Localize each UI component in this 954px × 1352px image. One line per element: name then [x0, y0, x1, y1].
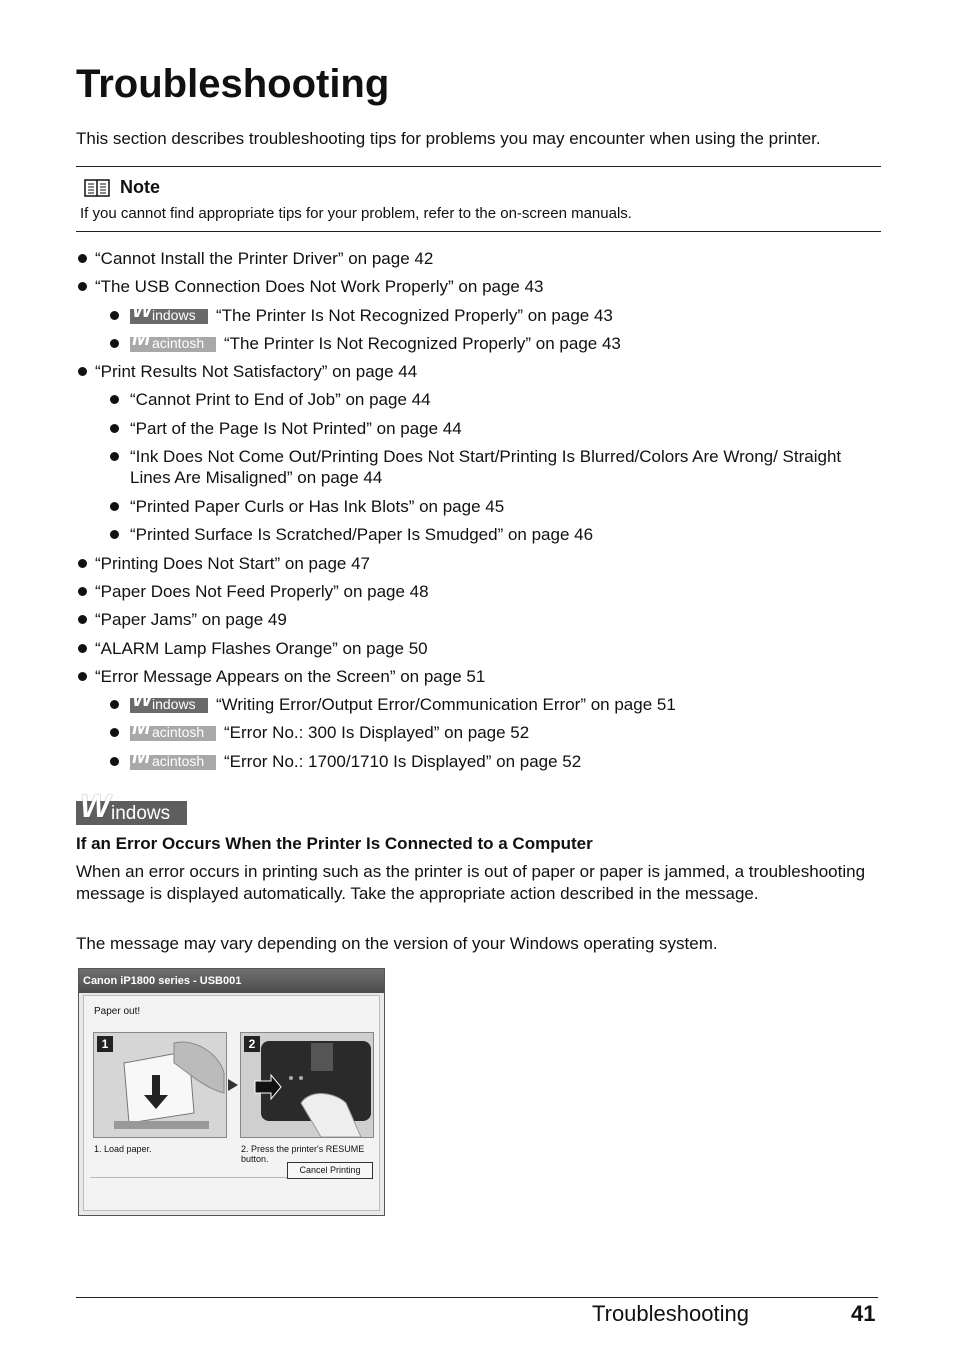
toc-item	[76, 609, 876, 630]
step1-illustration	[93, 1032, 227, 1138]
macintosh-badge: M acintosh	[130, 751, 216, 770]
arrow-right-icon	[228, 1079, 238, 1091]
toc-item-text: “Cannot Install the Printer Driver” on page 42	[95, 249, 434, 268]
toc-item	[76, 638, 876, 659]
toc-item	[76, 581, 876, 602]
toc-item-text: “Part of the Page Is Not Printed” on page 44	[130, 418, 462, 438]
toc-item-text: “Ink Does Not Come Out/Printing Does Not Start/Printing Is Blurred/Colors Are Wrong/ Straight Lines Are Misaligned” on page 44	[130, 447, 842, 488]
toc-item	[76, 276, 876, 297]
toc-item	[76, 714, 876, 743]
toc-item	[76, 389, 876, 410]
bullet-icon	[110, 728, 119, 737]
toc-item	[76, 361, 876, 382]
bullet-icon	[110, 424, 119, 433]
press-resume-illustration	[241, 1033, 373, 1137]
note-box	[76, 166, 881, 232]
section-paragraph-2: The message may vary depending on the version of your Windows operating system.	[76, 934, 718, 953]
toc-item-text: “The Printer Is Not Recognized Properly” on page 43	[224, 333, 621, 353]
toc-item-text: “The USB Connection Does Not Work Properly” on page 43	[95, 277, 544, 297]
bullet-icon	[110, 757, 119, 766]
toc-item	[76, 418, 876, 439]
dialog-message: Paper out!	[94, 1006, 141, 1017]
note-heading	[84, 177, 160, 198]
toc-item	[76, 524, 876, 545]
toc-item	[76, 666, 876, 687]
step2-caption: 2. Press the printer's RESUME button.	[241, 1144, 365, 1164]
toc-item	[76, 248, 876, 269]
page-number: 41	[851, 1301, 876, 1326]
windows-badge-large: W indows	[76, 791, 187, 825]
toc-item-text: “Printing Does Not Start” on page 47	[95, 553, 370, 573]
bullet-icon	[110, 452, 119, 461]
step1-caption: 1. Load paper.	[94, 1144, 152, 1154]
toc-item	[76, 553, 876, 574]
bullet-icon	[110, 700, 119, 709]
toc-item-text: “Printed Surface Is Scratched/Paper Is Smudged” on page 46	[130, 525, 594, 545]
footer-rule	[76, 1297, 878, 1298]
toc-item-text: “Error No.: 1700/1710 Is Displayed” on page 52	[224, 751, 582, 771]
page-title: Troubleshooting	[76, 62, 390, 106]
load-paper-illustration	[94, 1033, 226, 1137]
step2-number: 2	[244, 1036, 260, 1052]
bullet-icon	[78, 254, 87, 263]
error-dialog-screenshot	[78, 968, 385, 1216]
intro-text: This section describes troubleshooting tips for problems you may encounter when using the printer.	[76, 129, 821, 148]
toc-item-text: “Printed Paper Curls or Has Ink Blots” on page 45	[130, 497, 505, 517]
bullet-icon	[78, 559, 87, 568]
toc-item-text: “The Printer Is Not Recognized Properly” on page 43	[216, 305, 613, 325]
bullet-icon	[110, 502, 119, 511]
macintosh-badge: M acintosh	[130, 333, 216, 352]
bullet-icon	[110, 311, 119, 320]
book-icon	[84, 179, 110, 197]
toc-item	[76, 496, 876, 517]
bullet-icon	[110, 530, 119, 539]
note-label: Note	[120, 177, 160, 197]
bullet-icon	[78, 367, 87, 376]
toc-item-text: “Error No.: 300 Is Displayed” on page 52	[224, 723, 530, 743]
bullet-icon	[78, 644, 87, 653]
toc-item-text: “Paper Jams” on page 49	[95, 610, 287, 630]
toc-item-text: “Error Message Appears on the Screen” on page 51	[95, 666, 486, 686]
bullet-icon	[78, 587, 87, 596]
dialog-title: Canon iP1800 series - USB001	[79, 969, 384, 993]
bullet-icon	[78, 282, 87, 291]
toc-item	[76, 742, 876, 772]
step2-illustration	[240, 1032, 374, 1138]
toc-item	[76, 446, 876, 488]
footer-section-label: Troubleshooting	[592, 1301, 749, 1326]
toc-item-text: “Paper Does Not Feed Properly” on page 48	[95, 581, 429, 601]
section-heading: If an Error Occurs When the Printer Is Connected to a Computer	[76, 834, 593, 853]
toc-item-text: “Writing Error/Output Error/Communication Error” on page 51	[216, 695, 676, 715]
step1-number: 1	[97, 1036, 113, 1052]
note-text: If you cannot find appropriate tips for your problem, refer to the on-screen manuals.	[80, 205, 632, 222]
bullet-icon	[78, 615, 87, 624]
section-paragraph: When an error occurs in printing such as the printer is out of paper or paper is jammed, a troubleshooting message is displayed automatically. Take the appropriate action described in the message.	[76, 862, 866, 903]
cancel-printing-button[interactable]: Cancel Printing	[287, 1162, 373, 1179]
windows-badge: W indows	[130, 305, 208, 324]
bullet-icon	[78, 672, 87, 681]
bullet-icon	[110, 339, 119, 348]
toc-item-text: “Print Results Not Satisfactory” on page 44	[95, 362, 418, 382]
toc-list	[76, 248, 876, 779]
macintosh-badge: M acintosh	[130, 722, 216, 741]
toc-item-text: “ALARM Lamp Flashes Orange” on page 50	[95, 638, 428, 658]
toc-item	[76, 296, 876, 326]
toc-item-text: “Cannot Print to End of Job” on page 44	[130, 390, 431, 410]
toc-item	[76, 324, 876, 354]
toc-item	[76, 686, 876, 715]
windows-badge: W indows	[130, 694, 208, 713]
bullet-icon	[110, 395, 119, 404]
